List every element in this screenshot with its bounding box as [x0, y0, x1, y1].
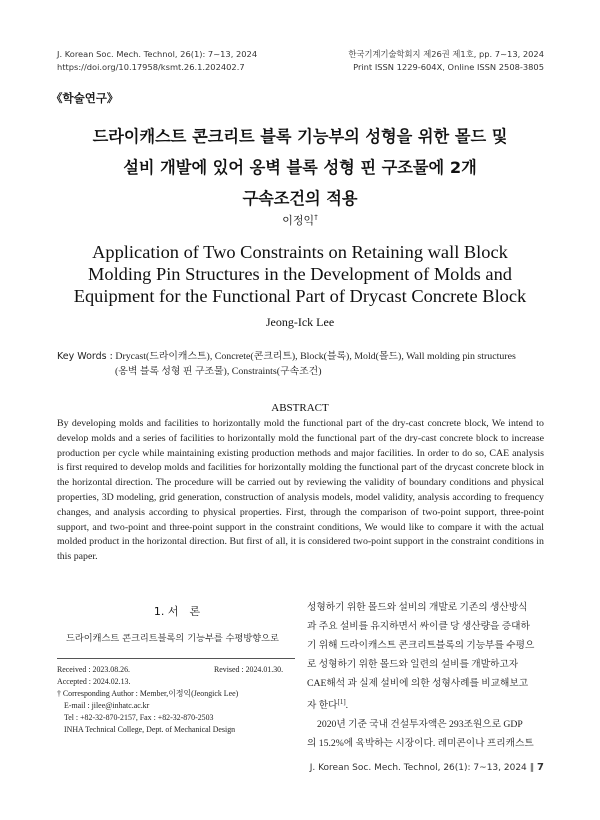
footnote-divider [57, 658, 295, 659]
accepted-date: 2024.02.13. [92, 677, 131, 686]
right-column-paragraph-1 [307, 598, 545, 753]
author-en: Jeong-Ick Lee [265, 315, 335, 329]
title-en-line-3: Equipment for the Functional Part of Drycast Concrete Block [73, 286, 527, 306]
corresponding-author: † Corresponding Author : Member,이정익(Jeongick Lee) [57, 689, 239, 698]
affiliation: INHA Technical College, Dept. of Mechanical Design [64, 725, 236, 734]
author-ko-name: 이정익 [282, 214, 315, 227]
text-line: 성형하기 위한 몰드와 설비의 개발로 기존의 생산방식 [307, 602, 528, 613]
section-tag: 《학술연구》 [51, 91, 119, 105]
text-line: CAE해석 과 실제 설비에 의한 성형사례를 비교해보고 [307, 678, 529, 689]
text-line: 과 주요 설비를 유지하면서 싸이클 당 생산량을 증대하 [307, 621, 530, 632]
text-fragment: . [345, 700, 349, 712]
abstract-body: By developing molds and facilities to horizontally mold the functional part of the dry-cast concrete block, We intend to develop molds and a series of facilities to horizontally mold the functional part of the dry-cast concrete block to increase production per cycle while maintaining existing production methods and major facilities. In order to do so, CAE analysis is first required to develop molds and facilities for horizontally molding the functional part of the drycast concrete block in the horizontal direction. The procedure will be carried out by reviewing the validity of boundary conditions and physical properties, 3D modeling, grid generation, construction of analysis models, model validity, analysis according to frequency changes, and analysis according to physical properties. First, through the comparison of two-point support, three-point support, and two-point and three-point support in the constraint conditions, We would like to compare it with the actual molded product in the horizontal direction. But first of all, it is considered two-point support in the constraint conditions in this paper. [57, 418, 544, 563]
journal-citation-ko: 한국기계기술학회지 제26권 제1호, pp. 7~13, 2024 [348, 49, 544, 59]
corresponding-mark: † [314, 213, 318, 222]
received-label: Received : [57, 665, 91, 674]
keywords [57, 350, 516, 365]
revised-line [214, 664, 283, 675]
revised-date: 2024.01.30. [245, 665, 284, 674]
received-date: 2023.08.26. [92, 665, 130, 674]
text-line: 기 위해 드라이캐스트 콘크리트블록의 기능부를 수평으 [307, 640, 535, 651]
page-number: 7 [537, 762, 544, 773]
email[interactable]: E-mail : jilee@inhatc.ac.kr [64, 701, 150, 710]
issn-info: Print ISSN 1229-604X, Online ISSN 2508-3805 [353, 62, 544, 72]
text-fragment: 자 한다 [307, 700, 338, 712]
phone-fax: Tel : +82-32-870-2157, Fax : +82-32-870-2503 [64, 713, 214, 722]
title-ko-line-3: 구속조건의 적용 [242, 189, 358, 208]
accepted-label: Accepted : [57, 677, 91, 686]
author-ko [0, 212, 600, 228]
keywords-line-2: (옹벽 블록 성형 핀 구조물), Constraints(구속조건) [115, 366, 322, 377]
footer-separator: ∥ [529, 763, 535, 773]
text-line: 로 성형하기 위한 몰드와 일련의 설비를 개발하고자 [307, 659, 519, 670]
citation-ref[interactable]: [1] [337, 698, 346, 706]
revised-label: Revised : [214, 665, 244, 674]
title-ko-line-2: 설비 개발에 있어 옹벽 블록 성형 핀 구조물에 2개 [123, 158, 477, 177]
text-line: 2020년 기준 국내 건설투자액은 293조원으로 GDP [317, 719, 523, 731]
received-line [57, 664, 130, 675]
abstract-heading: ABSTRACT [271, 402, 329, 414]
intro-first-line: 드라이캐스트 콘크리트블록의 기능부를 수평방향으로 [66, 633, 279, 644]
title-en-line-2: Molding Pin Structures in the Development of Molds and [88, 264, 512, 284]
accepted-line [57, 676, 130, 687]
doi-link[interactable]: https://doi.org/10.17958/ksmt.26.1.202402.7 [57, 62, 245, 72]
section-heading-intro: 1. 서 론 [153, 605, 201, 618]
keywords-line-1: Drycast(드라이캐스트), Concrete(콘크리트), Block(블록), Mold(몰드), Wall molding pin structures [115, 351, 516, 362]
text-line: 의 15.2%에 육박하는 시장이다. 레미콘이나 프리캐스트 [307, 738, 534, 750]
text-line [307, 693, 545, 715]
keywords-label: Key Words : [57, 351, 113, 362]
page-footer [310, 762, 544, 773]
footer-journal: J. Korean Soc. Mech. Technol, 26(1): 7~13, 2024 [309, 763, 527, 773]
title-ko-line-1: 드라이캐스트 콘크리트 블록 기능부의 성형을 위한 몰드 및 [92, 127, 508, 146]
title-en-line-1: Application of Two Constraints on Retaining wall Block [92, 242, 508, 262]
journal-citation: J. Korean Soc. Mech. Technol, 26(1): 7~13, 2024 [57, 49, 258, 59]
